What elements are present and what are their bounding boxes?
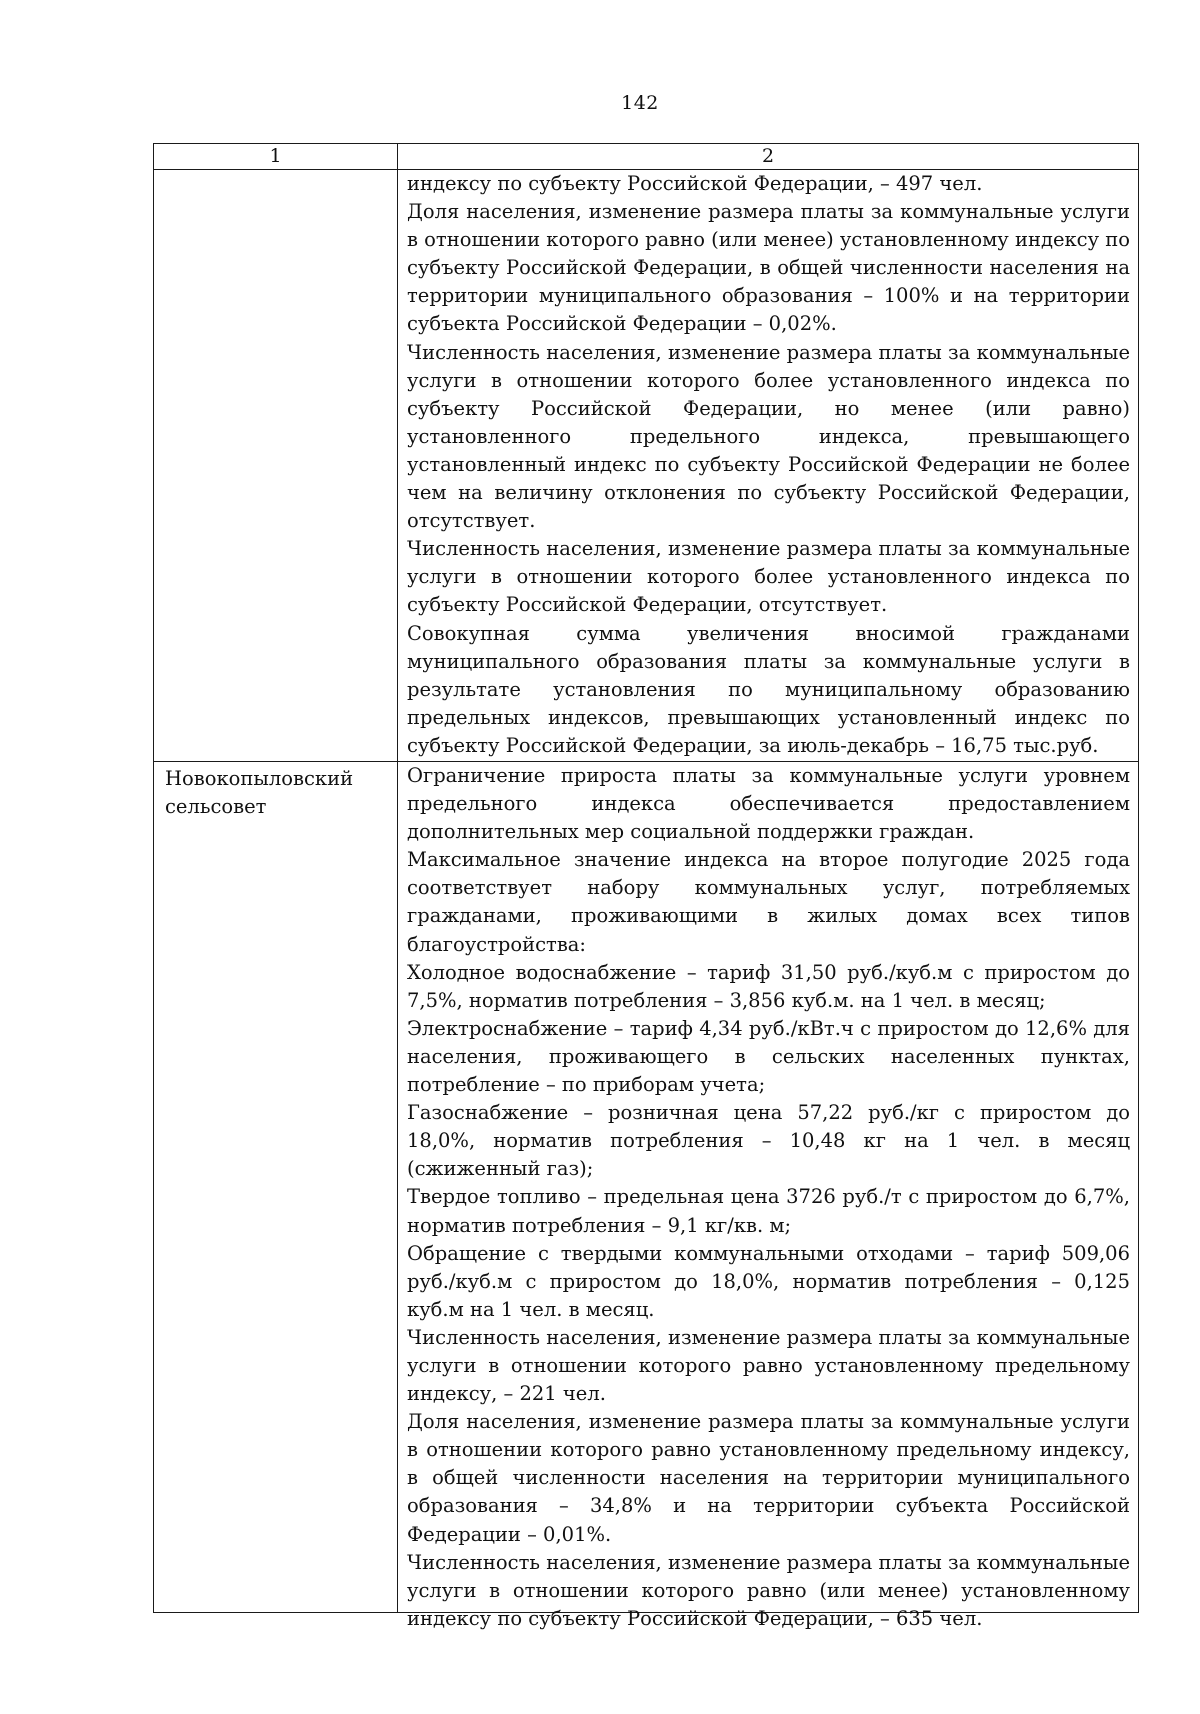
paragraph: Численность населения, изменение размера платы за коммунальные услуги в отношении которого равно установленному предельному индексу, – 221 чел. xyxy=(407,1325,1130,1406)
paragraph: Максимальное значение индекса на второе полугодие 2025 года соответствует набору коммунальных услуг, потребляемых гражданами, проживающими в жилых домах всех типов благоустройства: xyxy=(407,848,1130,956)
paragraph: Обращение с твердыми коммунальными отходами – тариф 509,06 руб./куб.м с приростом до 18,0%, норматив потребления – 0,125 куб.м на 1 чел. в месяц. xyxy=(407,1241,1130,1321)
document-table xyxy=(153,143,1139,1630)
paragraph: индексу по субъекту Российской Федерации, – 497 чел. xyxy=(407,172,983,195)
paragraph: Численность населения, изменение размера платы за коммунальные услуги в отношении которого более установленного индекса по субъекту Российской Федерации, отсутствует. xyxy=(407,537,1130,617)
header-cell-col1: 1 xyxy=(154,144,398,170)
paragraph: Газоснабжение – розничная цена 57,22 руб./кг с приростом до 18,0%, норматив потребления – 10,48 кг на 1 чел. в месяц (сжиженный газ); xyxy=(407,1101,1130,1181)
municipality-cell xyxy=(154,762,398,1613)
table-header-row xyxy=(154,144,1139,170)
municipality-name: Новокопыловский сельсовет xyxy=(165,767,354,818)
paragraph: Численность населения, изменение размера платы за коммунальные услуги в отношении которого равно (или менее) установленному индексу по субъекту Российской Федерации, – 635 чел. xyxy=(407,1550,1130,1630)
paragraph: Совокупная сумма увеличения вносимой гражданами муниципального образования платы за коммунальные услуги в результате установления по муниципальному образованию предельных индексов, превышающих установленный индекс по субъекту Российской Федерации, за июль-декабрь – 16,75 тыс.руб. xyxy=(407,621,1130,757)
paragraph: Холодное водоснабжение – тариф 31,50 руб./куб.м с приростом до 7,5%, норматив потребления – 3,856 куб.м. на 1 чел. в месяц; xyxy=(407,960,1130,1012)
description-text xyxy=(398,762,1138,1630)
paragraph: Численность населения, изменение размера платы за коммунальные услуги в отношении которого более установленного индекса по субъекту Российской Федерации, но менее (или равно) установленного предельного индекса, превышающего установленный индекс по субъекту Российской Федерации не более чем на величину отклонения по субъекту Российской Федерации, отсутствует. xyxy=(407,340,1130,533)
description-cell xyxy=(398,762,1139,1630)
paragraph: Твердое топливо – предельная цена 3726 руб./т с приростом до 6,7%, норматив потребления – 9,1 кг/кв. м; xyxy=(407,1185,1130,1237)
paragraph: Доля населения, изменение размера платы за коммунальные услуги в отношении которого равно установленному предельному индексу, в общей численности населения на территории муниципального образования – 34,8% и на территории субъекта Российской Федерации – 0,01%. xyxy=(407,1410,1130,1546)
table-row xyxy=(154,170,1139,762)
paragraph: Ограничение прироста платы за коммунальные услуги уровнем предельного индекса обеспечивается предоставлением дополнительных мер социальной поддержки граждан. xyxy=(407,764,1130,844)
municipality-cell xyxy=(154,170,398,762)
page-number: 142 xyxy=(621,92,659,114)
header-cell-col2: 2 xyxy=(398,144,1139,170)
municipality-name xyxy=(154,170,397,173)
description-text xyxy=(398,170,1138,761)
paragraph: Электроснабжение – тариф 4,34 руб./кВт.ч с приростом до 12,6% для населения, проживающего в сельских населенных пунктах, потребление – по приборам учета; xyxy=(407,1016,1130,1097)
description-cell xyxy=(398,170,1139,762)
paragraph: Доля населения, изменение размера платы за коммунальные услуги в отношении которого равно (или менее) установленному индексу по субъекту Российской Федерации, в общей численности населения на территории муниципального образования – 100% и на территории субъекта Российской Федерации – 0,02%. xyxy=(407,200,1131,336)
table-row xyxy=(154,762,1139,1613)
